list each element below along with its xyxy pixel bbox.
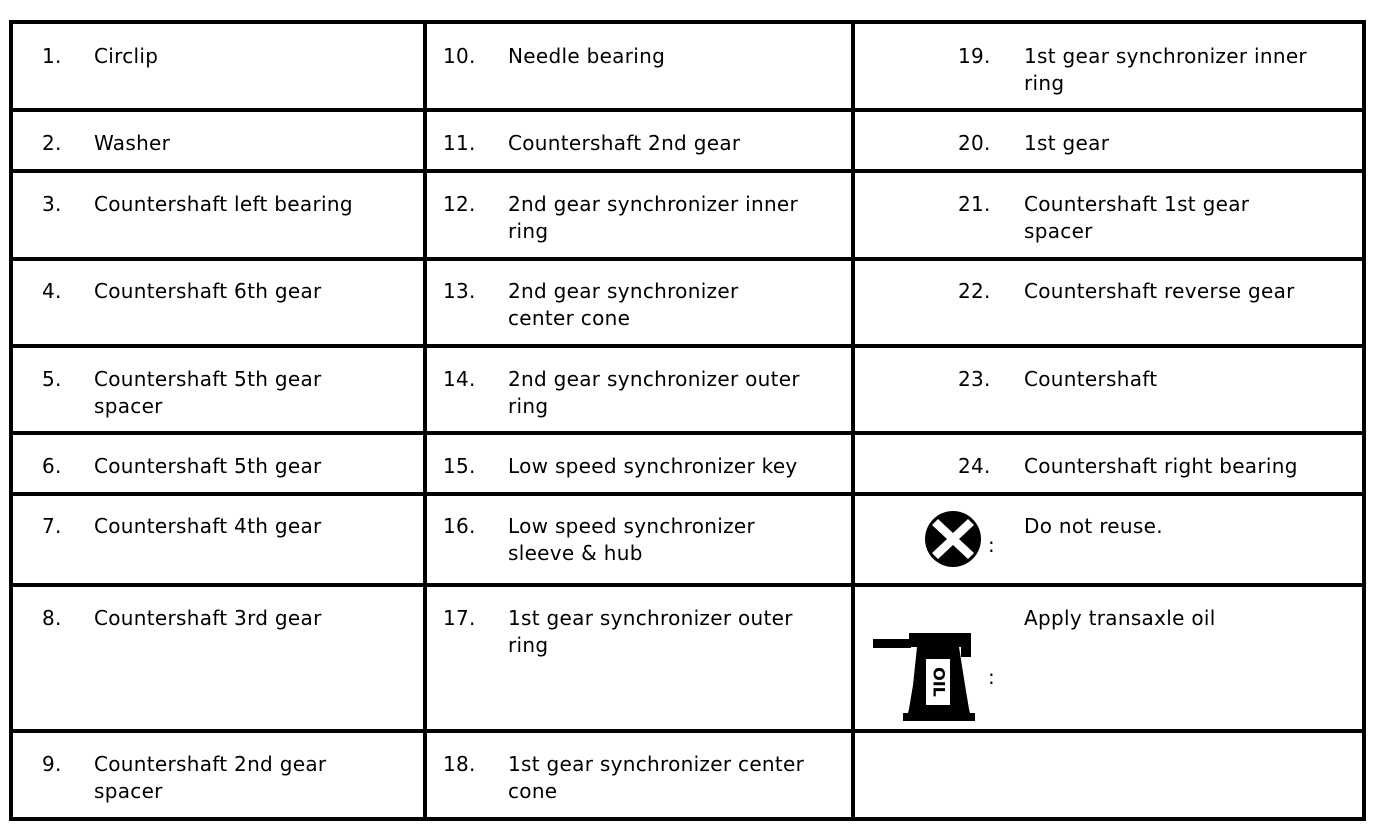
grid-line-horizontal <box>13 257 1362 261</box>
item-label: Countershaft reverse gear <box>1024 279 1295 303</box>
item-number: 12. <box>443 192 476 216</box>
grid-line-horizontal <box>13 492 1362 496</box>
item-label: Countershaft <box>1024 367 1158 391</box>
item-number: 19. <box>958 44 991 68</box>
item-number: 13. <box>443 279 476 303</box>
item-number: 8. <box>42 606 62 630</box>
item-number: 15. <box>443 454 476 478</box>
item-label: Low speed synchronizer sleeve & hub <box>508 514 756 565</box>
item-label: 1st gear synchronizer outer ring <box>508 606 793 657</box>
do-not-reuse-icon <box>924 507 984 571</box>
item-label: Countershaft left bearing <box>94 192 353 216</box>
item-number: 7. <box>42 514 62 538</box>
item-number: 9. <box>42 752 62 776</box>
item-number: 3. <box>42 192 62 216</box>
oil-can-label: OIL <box>929 667 949 697</box>
item-label: Circlip <box>94 44 159 68</box>
item-number: 6. <box>42 454 62 478</box>
item-label: Countershaft 2nd gear <box>508 131 741 155</box>
item-number: 24. <box>958 454 991 478</box>
grid-line-horizontal <box>13 344 1362 348</box>
item-number: 21. <box>958 192 991 216</box>
item-label: 1st gear synchronizer inner ring <box>1024 44 1307 95</box>
item-label: 1st gear <box>1024 131 1110 155</box>
grid-line-horizontal <box>13 169 1362 173</box>
item-label: 2nd gear synchronizer inner ring <box>508 192 799 243</box>
item-label: Low speed synchronizer key <box>508 454 798 478</box>
item-label: Countershaft 1st gear spacer <box>1024 192 1250 243</box>
symbol-colon: : <box>988 665 995 689</box>
item-number: 10. <box>443 44 476 68</box>
grid-line-horizontal <box>13 431 1362 435</box>
item-number: 1. <box>42 44 62 68</box>
item-number: 16. <box>443 514 476 538</box>
item-number: 4. <box>42 279 62 303</box>
grid-line-horizontal <box>13 729 1362 733</box>
item-number: 2. <box>42 131 62 155</box>
item-number: 22. <box>958 279 991 303</box>
item-label: Countershaft 2nd gear spacer <box>94 752 327 803</box>
grid-line-vertical <box>851 24 855 817</box>
item-label: Countershaft 6th gear <box>94 279 322 303</box>
oil-can-icon <box>873 629 985 723</box>
item-label: 2nd gear synchronizer center cone <box>508 279 739 330</box>
item-label: Countershaft 3rd gear <box>94 606 322 630</box>
item-number: 14. <box>443 367 476 391</box>
item-label: 2nd gear synchronizer outer ring <box>508 367 800 418</box>
item-number: 5. <box>42 367 62 391</box>
item-label: Countershaft 4th gear <box>94 514 322 538</box>
grid-line-vertical <box>423 24 427 817</box>
item-label: Needle bearing <box>508 44 666 68</box>
item-number: 20. <box>958 131 991 155</box>
grid-line-horizontal <box>13 583 1362 587</box>
item-label: Countershaft 5th gear <box>94 454 322 478</box>
item-number: 23. <box>958 367 991 391</box>
item-label: Washer <box>94 131 171 155</box>
parts-legend-table: 1. Circlip 2. Washer 3. Countershaft left bearing 4. Countershaft 6th gear 5. Countershaft 5th gear spacer 6. Countershaft 5th gear 7. Countershaft 4th gear 8. Countershaft 3rd gear 9. Countershaft 2nd gear spacer 10. Needle bearing 11. Countershaft 2nd gear 12. 2nd gear synchronizer inner ring 13. 2nd gear synchronizer center cone 14. 2nd gear synchronizer outer ring 15. Low speed synchronizer key 16. Low speed synchronizer sleeve & hub 17. 1st gear synchronizer outer ring 18. 1st gear synchronizer center cone 19. 1st gear synchronizer inner ring 20. 1st gear 21. Countershaft 1st gear spacer 22. Countershaft reverse gear 23. Countershaft 24. Countershaft right bearing : Do not reuse. OIL : Apply transaxle oil <box>9 20 1366 821</box>
grid-line-horizontal <box>13 108 1362 112</box>
item-label: Countershaft 5th gear spacer <box>94 367 322 418</box>
item-number: 18. <box>443 752 476 776</box>
item-label: Countershaft right bearing <box>1024 454 1298 478</box>
item-number: 17. <box>443 606 476 630</box>
symbol-colon: : <box>988 533 995 557</box>
item-number: 11. <box>443 131 476 155</box>
item-label: 1st gear synchronizer center cone <box>508 752 805 803</box>
